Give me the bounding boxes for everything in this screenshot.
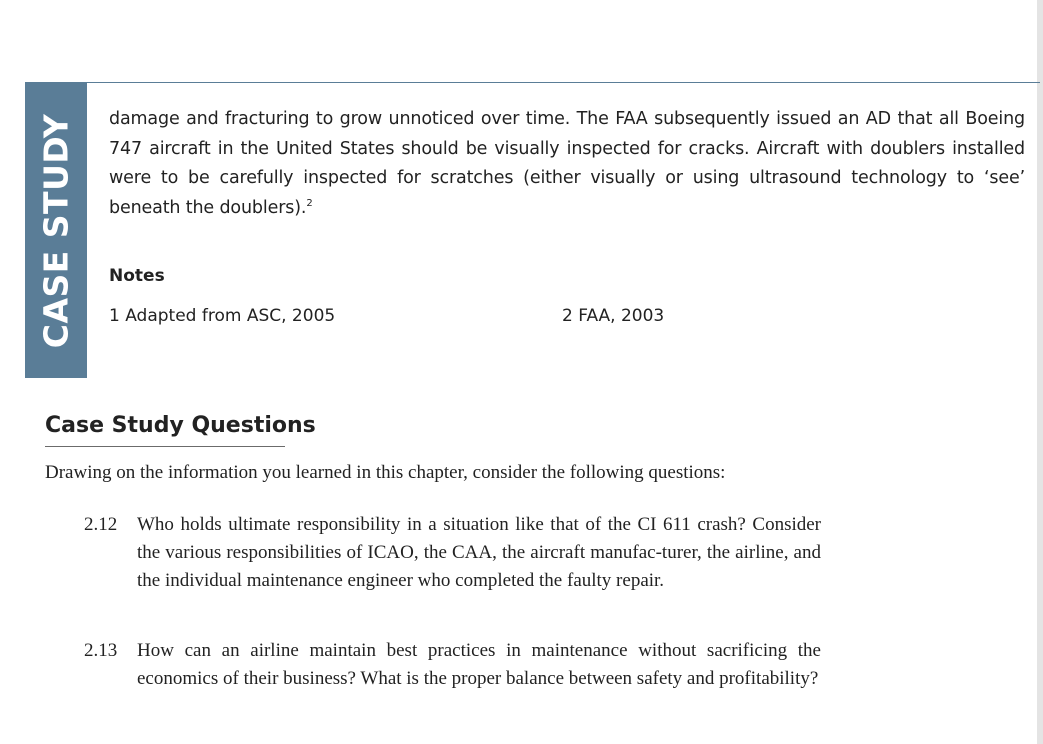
questions-intro: Drawing on the information you learned in this chapter, consider the following questions:: [45, 462, 726, 483]
question-item: [84, 511, 821, 595]
question-item: [84, 637, 821, 693]
notes-heading: Notes: [109, 266, 165, 286]
case-study-top-rule: [25, 82, 1040, 83]
page-edge: [1037, 0, 1043, 744]
questions-heading: Case Study Questions: [45, 413, 316, 438]
note-item: 1 Adapted from ASC, 2005: [109, 306, 336, 326]
questions-heading-underline: [45, 446, 285, 447]
footnote-reference: 2: [306, 197, 313, 209]
case-study-paragraph: [109, 105, 1025, 223]
note-item: 2 FAA, 2003: [562, 306, 665, 326]
side-tab-label: CASE STUDY: [36, 113, 76, 348]
case-study-text: damage and fracturing to grow unnoticed over time. The FAA subsequently issued an AD that all Boeing 747 aircraft in the United States should be visually inspected for cracks. Aircraft with doublers installed were to be carefully inspected for scratches (either visually or using ultrasound technology to ‘see’ beneath the doublers).: [109, 109, 1025, 218]
question-text: Who holds ultimate responsibility in a situation like that of the CI 611 crash? Consider the various responsibilities of ICAO, the CAA, the aircraft manufac-turer, the airline, and the individual maintenance engineer who completed the faulty repair.: [137, 514, 821, 591]
question-number: 2.12: [84, 514, 118, 535]
question-text: How can an airline maintain best practices in maintenance without sacrificing the economics of their business? What is the proper balance between safety and profitability?: [137, 640, 821, 689]
question-number: 2.13: [84, 640, 118, 661]
case-study-side-tab: [25, 83, 87, 378]
